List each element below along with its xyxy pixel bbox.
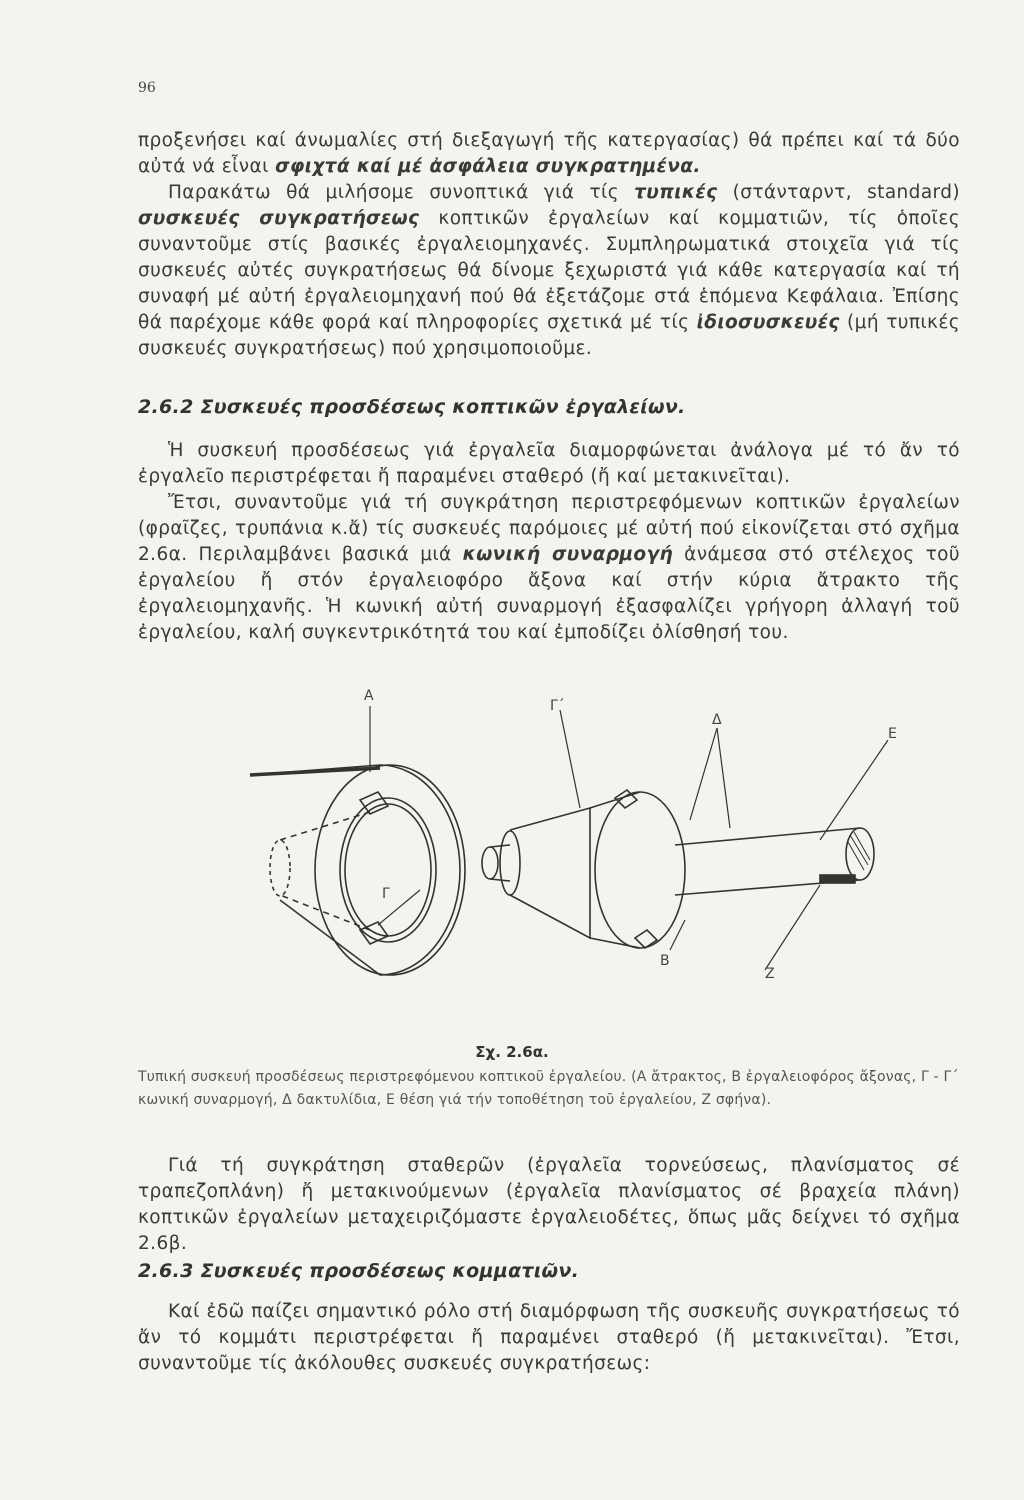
para2-emphasis-1: τυπικές	[634, 182, 718, 203]
para2-text-3: κοπτικῶν ἐργαλείων καί κομματιῶν, τίς ὁποῖες συναντοῦμε στίς βασικές ἐργαλειομηχανές. Συμπληρωματικά στοιχεῖα γιά τίς συσκευές αὐτές συγκρατήσεως θά δίνομε ξεχωριστά γιά κάθε κατεργασία καί τή συναφή μέ αὐτή ἐργαλειομηχανή πού θά ἐξετάζομε στά ἑπόμενα Κεφάλαια. Ἐπίσης θά παρέχομε κάθε φορά καί πληροφορίες σχετικά μέ τίς	[138, 208, 960, 333]
label-B: Β	[660, 953, 670, 969]
figure-2-6a	[220, 680, 920, 980]
para3: Ἡ συσκευή προσδέσεως γιά ἐργαλεῖα διαμορφώνεται ἀνάλογα μέ τό ἄν τό ἐργαλεῖο περιστρέφεται ἤ παραμένει σταθερό (ἤ καί μετακινεῖται).	[138, 440, 960, 487]
para1-text: προξενήσει καί άνωμαλίες στή διεξαγωγή τῆς κατεργασίας) θά πρέπει καί τά δύο αὐτά νά εἶναι	[138, 130, 960, 177]
label-Z: Ζ	[765, 966, 775, 980]
tool-holder-cone	[510, 808, 590, 938]
paragraph-intro	[138, 128, 960, 362]
para2-emphasis-3: ἰδιοσυσκευές	[696, 312, 840, 333]
tool-shaft	[675, 828, 860, 895]
label-G: Γ	[382, 886, 390, 902]
para4-emphasis: κωνική συναρμογή	[462, 544, 674, 565]
label-E: Ε	[888, 726, 897, 742]
label-G-prime: Γ΄	[550, 698, 565, 714]
tool-holder-drawing	[220, 680, 920, 980]
section-heading-2-6-3: 2.6.3 Συσκευές προσδέσεως κομματιῶν.	[138, 1260, 580, 1282]
para2-text-1: Παρακάτω θά μιλήσομε συνοπτικά γιά τίς	[168, 182, 635, 203]
paragraph-fixed-tools	[138, 1153, 960, 1257]
section-heading-2-6-2: 2.6.2 Συσκευές προσδέσεως κοπτικῶν ἐργαλείων.	[138, 396, 686, 418]
label-A: Α	[364, 688, 374, 704]
para4-text-2: ἀνάμεσα στό στέλεχος τοῦ ἐργαλείου ἤ στόν ἐργαλειοφόρο ἄξονα καί στήν κύρια ἄτρακτο τῆς ἐργαλειομηχανῆς. Ἡ κωνική αὐτή συναρμογή ἐξασφαλίζει γρήγορη ἀλλαγή τοῦ ἐργαλείου, καλή συγκεντρικότητά του καί ἐμποδίζει ὀλίσθησή του.	[138, 544, 960, 643]
paragraph-workpieces	[138, 1299, 960, 1377]
para6: Καί ἐδῶ παίζει σημαντικό ρόλο στή διαμόρφωση τῆς συσκευῆς συγκρατήσεως τό ἄν τό κομμάτι περιστρέφεται ἤ παραμένει σταθερό (ἤ μετακινεῖται). Ἔτσι, συναντοῦμε τίς ἀκόλουθες συσκευές συγκρατήσεως:	[138, 1301, 960, 1374]
spindle-outline	[250, 765, 460, 975]
para2-text-4: (μή τυπικές συσκευές συγκρατήσεως) πού χρησιμοποιοῦμε.	[138, 312, 960, 359]
paragraph-tools	[138, 438, 960, 646]
page-number: 96	[138, 80, 156, 96]
para2-text-2: (στάνταρντ, standard)	[717, 182, 961, 203]
para5: Γιά τή συγκράτηση σταθερῶν (ἐργαλεῖα τορνεύσεως, πλανίσματος σέ τραπεζοπλάνη) ἤ μετακινούμενων (ἐργαλεῖα πλανίσματος σέ βραχεία πλάνη) κοπτικῶν ἐργαλείων μεταχειριζόμαστε ἐργαλειοδέτες, ὅπως μᾶς δείχνει τό σχῆμα 2.6β.	[138, 1155, 960, 1254]
label-D: Δ	[712, 712, 722, 728]
para1-emphasis: σφιχτά καί μέ ἀσφάλεια συγκρατημένα.	[275, 156, 701, 177]
figure-number: Σχ. 2.6α.	[475, 1043, 549, 1061]
para2-emphasis-2: συσκευές συγκρατήσεως	[138, 208, 420, 229]
figure-caption: Τυπική συσκευή προσδέσεως περιστρεφόμενου κοπτικοῦ ἐργαλείου. (Α ἄτρακτος, Β ἐργαλειοφόρος ἄξονας, Γ - Γ΄ κωνική συναρμογή, Δ δακτυλίδια, Ε θέση γιά τήν τοποθέτηση τοῦ ἐργαλείου, Ζ σφήνα).	[138, 1069, 959, 1108]
para4-text-1: Ἔτσι, συναντοῦμε γιά τή συγκράτηση περιστρεφόμενων κοπτικῶν ἐργαλείων (φραῖζες, τρυπάνια κ.ἄ) τίς συσκευές παρόμοιες μέ αὐτή πού εἰκονίζεται στό σχῆμα 2.6α. Περιλαμβάνει βασικά μιά	[138, 492, 960, 565]
